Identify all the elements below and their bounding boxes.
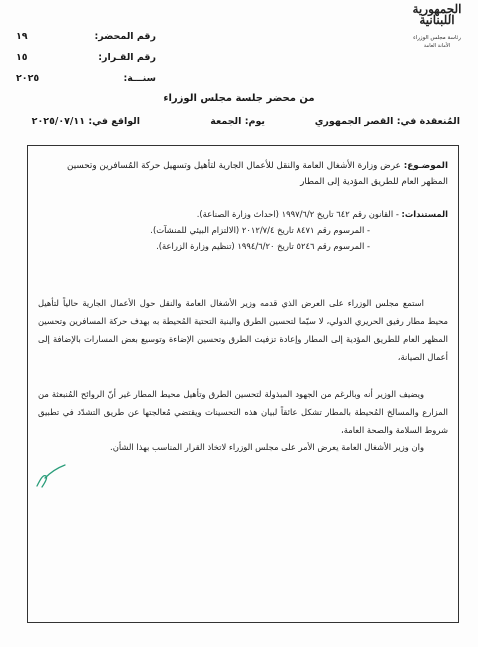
minutes-number-label: رقم المحضر: — [94, 31, 156, 42]
republic-line-2: اللبنانية — [419, 13, 455, 27]
body-paragraph-1: استمع مجلس الوزراء على العرض الذي قدمه وزير الأشغال العامة والنقل حول الأعمال الجارية حالياً لتأهيل محيط مطار رفيق الحريري الدولي، لا سيّما لتحسين الطرق والبنية التحتية المُحيطة به بهدف حركة المسافرين وتحسين المظهر العام للطريق المؤدية إلى المطار وإعادة تزفيت الطرق وتحسين الإضاءة وتوسيع بعض المسارات بالإضافة إلى أعمال الصيانة، — [38, 298, 448, 362]
body-paragraph-2: ويضيف الوزير أنه وبالرغم من الجهود المبذولة لتحسين الطرق وتأهيل محيط المطار غير أنّ الروائح المُنبعثة من المزارع والمسالخ المُحيطة بالمطار تشكل عائقاً لبيان هذه التحسينات ويقتضي مُعالجتها عن طريق التشدّد في تطبيق شروط السلامة والصحة العامة، — [38, 389, 448, 435]
general-secretariat-text: الأمانة العامة — [423, 43, 451, 49]
documents-list — [38, 206, 448, 254]
session-place — [315, 116, 460, 127]
session-place-label: المُنعقدة في: — [396, 116, 460, 127]
republic-line-1: الجمهورية — [412, 2, 462, 16]
document-item: - المرسوم رقم ٥٢٤٦ تاريخ ١٩٩٤/٦/٢٠ (تنظيم وزارة الزراعة). — [156, 241, 370, 251]
documents-first-line — [38, 206, 448, 222]
document-item: - المرسوم رقم ٨٤٧١ تاريخ ٢٠١٢/٧/٤ (الالتزام البيئي للمنشآت). — [150, 225, 370, 235]
subject — [38, 158, 448, 190]
decision-number-value: ١٥ — [16, 52, 28, 63]
year-row — [16, 68, 156, 89]
document-meta — [16, 26, 156, 89]
session-date-value: ٢٠٢٥/٠٧/١١ — [31, 116, 85, 127]
session-day-label: يوم: — [244, 116, 265, 127]
body-paragraph-3: وان وزير الأشغال العامة يعرض الأمر على مجلس الوزراء لاتخاذ القرار المناسب بهذا الشأن. — [110, 442, 424, 452]
session-place-value: القصر الجمهوري — [314, 116, 394, 127]
session-day-value: الجمعة — [210, 116, 242, 127]
minutes-title: من محضر جلسة مجلس الوزراء — [163, 93, 315, 104]
subject-label: الموضـوع: — [403, 161, 448, 171]
year-value: ٢٠٢٥ — [16, 73, 40, 84]
decision-number-label: رقم القـرار: — [98, 52, 156, 63]
year-label: سنـــة: — [123, 73, 156, 84]
session-day — [210, 116, 265, 127]
session-date-label: الواقع في: — [88, 116, 140, 127]
document-item: - القانون رقم ٦٤٢ تاريخ ١٩٩٧/٦/٢ (احداث وزارة الصناعة). — [196, 209, 399, 219]
presidency-text: رئاسة مجلس الوزراء — [413, 35, 461, 41]
decision-box — [27, 145, 459, 623]
signature-mark — [34, 458, 68, 492]
session-date — [32, 116, 140, 127]
minutes-number-value: ١٩ — [16, 31, 28, 42]
decision-number-row — [16, 47, 156, 68]
documents-label: المستندات: — [401, 209, 448, 219]
subject-text: عرض وزارة الأشغال العامة والنقل للأعمال الجارية لتأهيل وتسهيل حركة المُسافرين وتحسين المظهر العام للطريق المؤدية إلى المطار — [67, 161, 448, 187]
minutes-number-row — [16, 26, 156, 47]
letterhead-logo — [406, 4, 468, 49]
